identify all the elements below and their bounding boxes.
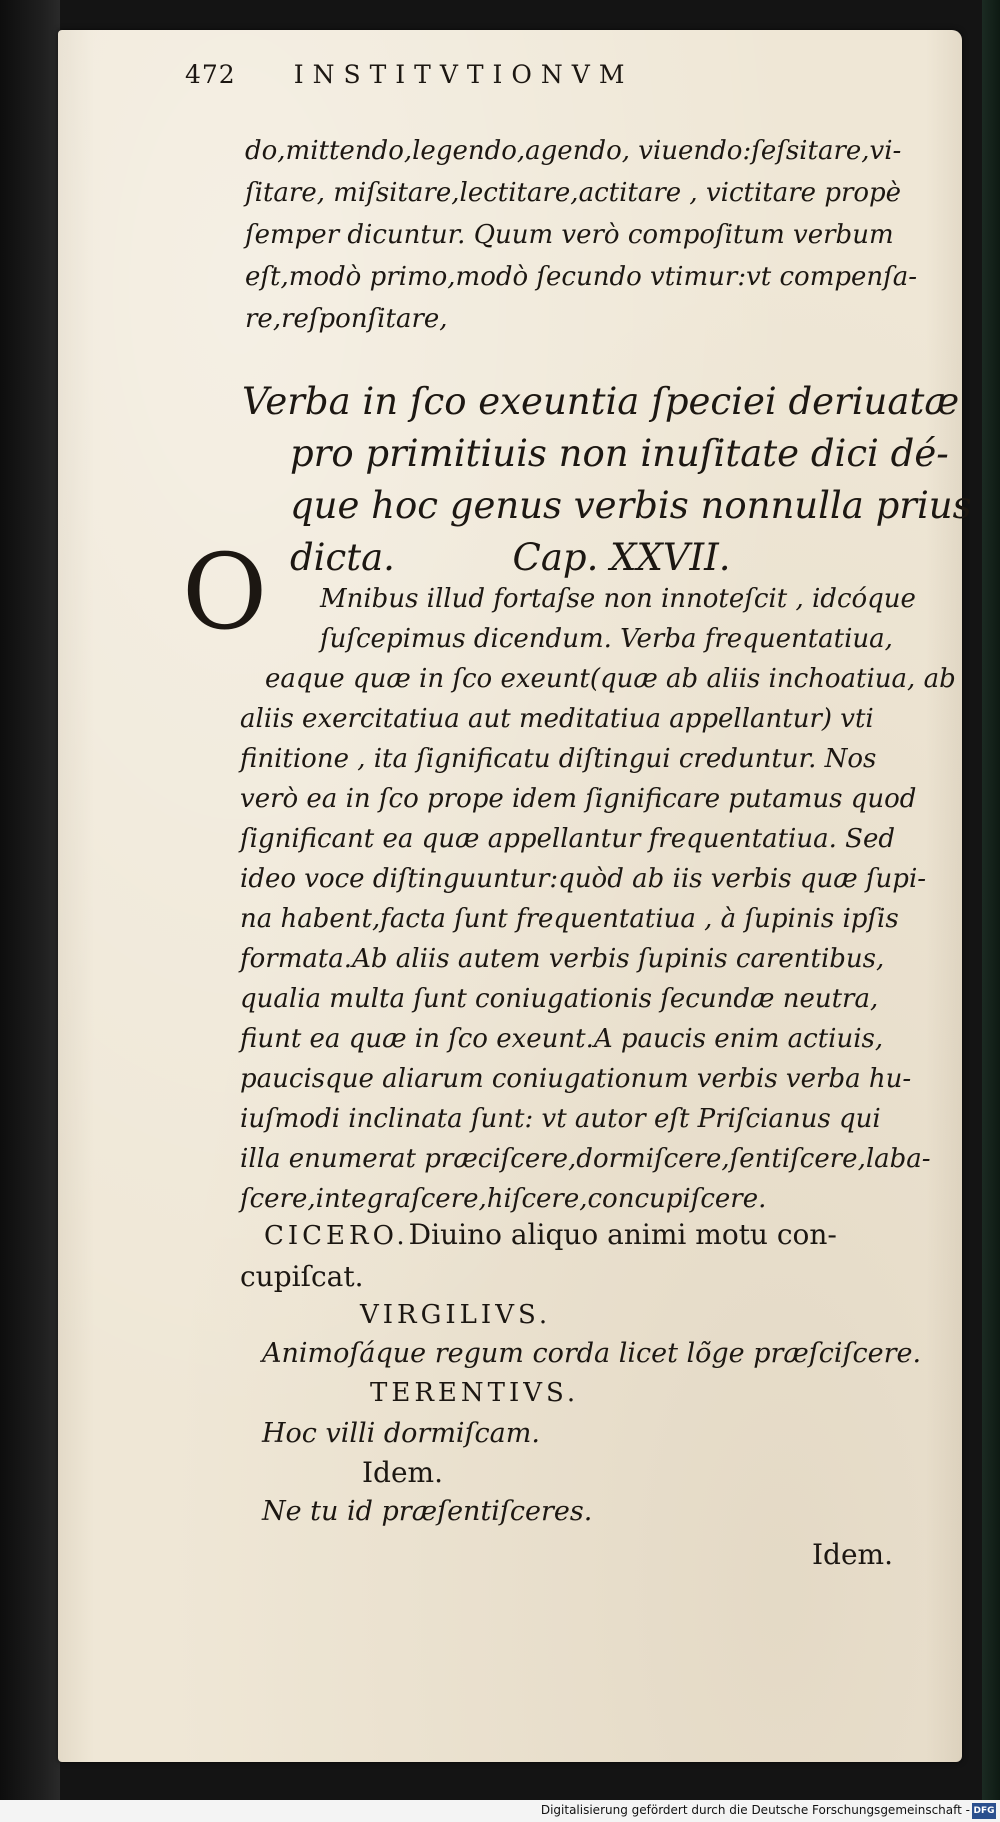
author-name: VIRGILIVS.: [360, 1300, 552, 1330]
text-line: ſemper dicuntur. Quum verò compoſitum verbum: [245, 220, 894, 250]
text-line: finitione , ita ſignificatu diſtingui creduntur. Nos: [240, 744, 877, 774]
text-line: ſitare, miſsitare,lectitare,actitare , victitare propè: [245, 178, 902, 208]
text-line: ſuſcepimus dicendum. Verba frequentatiua,: [320, 624, 893, 654]
catchword: Idem.: [812, 1538, 894, 1571]
page-number: 472: [185, 60, 236, 89]
text-line: Mnibus illud fortaſse non innoteſcit , idcóque: [320, 584, 916, 614]
text-line: paucisque aliarum coniugationum verbis verba hu-: [240, 1064, 912, 1094]
text-line: illa enumerat præciſcere,dormiſcere,ſentiſcere,laba-: [240, 1144, 931, 1174]
scan-background-left: [0, 0, 60, 1822]
quote-text: Ne tu id præſentiſceres.: [262, 1496, 593, 1527]
dfg-logo: DFG: [972, 1803, 996, 1819]
quote-text: Hoc villi dormiſcam.: [262, 1418, 540, 1449]
chapter-heading-line: Verba in ſco exeuntia ſpeciei deriuatæ: [242, 380, 960, 423]
text-line: formata.Ab aliis autem verbis ſupinis carentibus,: [240, 944, 885, 974]
text-line: ideo voce diſtinguuntur:quòd ab iis verbis quæ ſupi-: [240, 864, 927, 894]
text-line: do,mittendo,legendo,agendo, viuendo:ſeſsitare,vi-: [245, 136, 902, 166]
text-line: ſignificant ea quæ appellantur frequentatiua. Sed: [240, 824, 895, 854]
text-line: eſt,modò primo,modò ſecundo vtimur:vt compenſa-: [245, 262, 918, 292]
chapter-heading-line: pro primitiuis non inuſitate dici dé-: [290, 432, 949, 475]
text-line: qualia multa ſunt coniugationis ſecundæ neutra,: [240, 984, 879, 1014]
author-name: TERENTIVS.: [370, 1378, 580, 1408]
text-line: iuſmodi inclinata ſunt: vt autor eſt Priſcianus qui: [240, 1104, 881, 1134]
text-line: fiunt ea quæ in ſco exeunt.A paucis enim actiuis,: [240, 1024, 884, 1054]
funding-credit: Digitalisierung gefördert durch die Deutsche Forschungsgemeinschaft -: [540, 1803, 970, 1817]
text-line: re,reſponſitare,: [245, 304, 448, 334]
running-head: [185, 60, 825, 89]
quote-text: Animoſáque regum corda licet lõge præſciſcere.: [262, 1338, 922, 1369]
text-line: aliis exercitatiua aut meditatiua appellantur) vti: [240, 704, 874, 734]
quote-text: Diuino aliquo animi motu con-: [408, 1218, 837, 1251]
author-name: Idem.: [362, 1456, 444, 1489]
quote-text: cupiſcat.: [240, 1260, 364, 1293]
drop-cap: O: [182, 531, 268, 653]
running-title: INSTITVTIONVM: [293, 60, 634, 89]
text-line: ſcere,integraſcere,hiſcere,concupiſcere.: [240, 1184, 767, 1214]
author-name: CICERO.: [264, 1221, 409, 1251]
text-line: eaque quæ in ſco exeunt(quæ ab aliis inchoatiua, ab: [265, 664, 956, 694]
text-line: na habent,facta ſunt frequentatiua , à ſupinis ipſis: [240, 904, 899, 934]
scan-background-right: [982, 0, 1000, 1822]
text-line: verò ea in ſco prope idem ſignificare putamus quod: [240, 784, 917, 814]
chapter-heading-line: que hoc genus verbis nonnulla prius: [290, 484, 972, 527]
chapter-heading-line: dicta. Cap. XXVII.: [290, 536, 731, 579]
cicero-citation: [264, 1218, 837, 1251]
